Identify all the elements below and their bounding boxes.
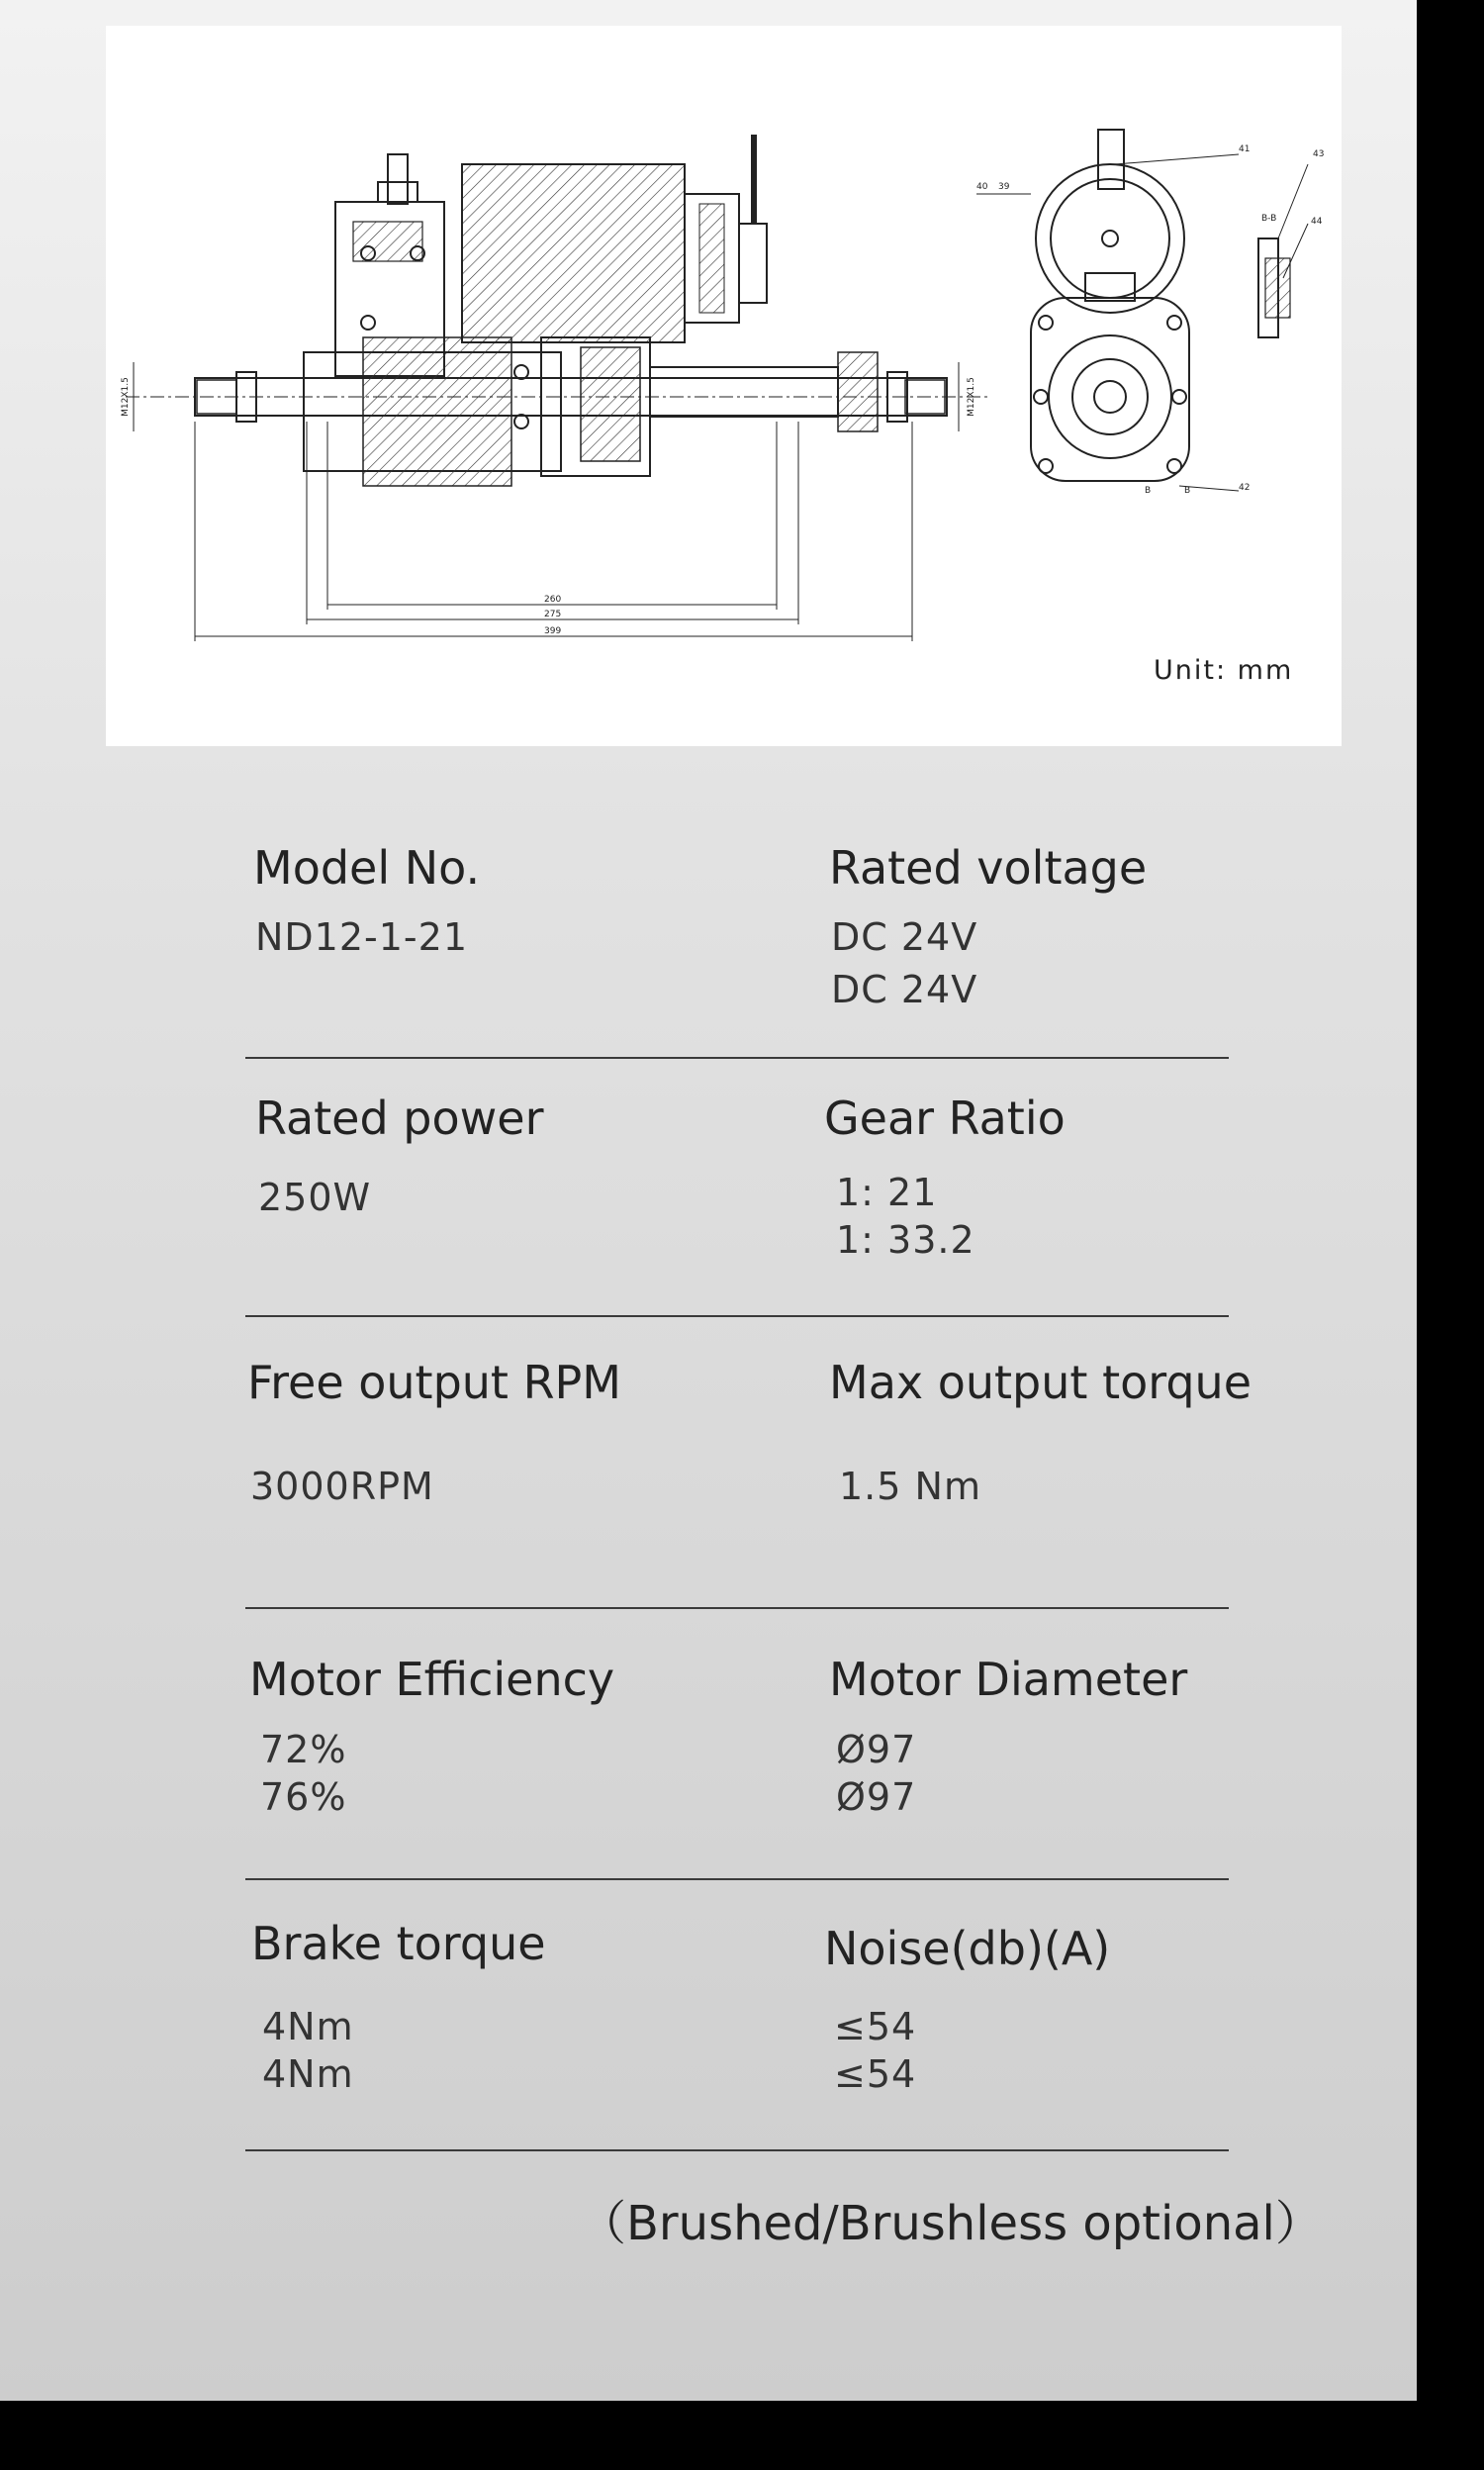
unit-label: Unit: mm (1154, 655, 1294, 686)
divider (245, 1878, 1229, 1880)
divider (245, 1607, 1229, 1609)
drawing-svg (106, 26, 1342, 746)
diameter-label: Motor Diameter (829, 1653, 1188, 1706)
voltage-label: Rated voltage (829, 841, 1148, 895)
voltage-value: DC 24V (831, 968, 978, 1011)
end-view (976, 130, 1308, 491)
torque-label: Max output torque (829, 1356, 1252, 1409)
diameter-value: Ø97 (836, 1775, 917, 1819)
rpm-label: Free output RPM (247, 1356, 621, 1409)
footer-note: （Brushed/Brushless optional） (579, 2196, 1323, 2251)
brake-label: Brake torque (251, 1917, 546, 1970)
model-value: ND12-1-21 (255, 915, 468, 959)
callout-label: B-B (1261, 214, 1277, 224)
gear-ratio-value: 1: 33.2 (836, 1218, 975, 1262)
technical-drawing (106, 26, 1342, 746)
brake-value: 4Nm (262, 2005, 354, 2048)
gear-ratio-label: Gear Ratio (824, 1092, 1066, 1145)
noise-label: Noise(db)(A) (824, 1922, 1111, 1975)
thread-label: M12X1.5 (966, 377, 976, 417)
callout-label: B (1145, 486, 1152, 496)
callout-label: B (1184, 486, 1191, 496)
callout-label: 41 (1239, 144, 1251, 154)
efficiency-label: Motor Efficiency (249, 1653, 615, 1706)
dimension-label: 260 (544, 595, 562, 605)
divider (245, 2149, 1229, 2151)
callout-label: 44 (1311, 217, 1323, 227)
dimension-label: 399 (544, 626, 562, 636)
efficiency-value: 76% (260, 1775, 347, 1819)
callout-label: 39 (998, 182, 1010, 192)
efficiency-value: 72% (260, 1728, 347, 1771)
power-value: 250W (258, 1176, 372, 1219)
callout-label: 43 (1313, 149, 1325, 159)
voltage-value: DC 24V (831, 915, 978, 959)
noise-value: ≤54 (834, 2052, 917, 2096)
gear-ratio-value: 1: 21 (836, 1171, 938, 1214)
noise-value: ≤54 (834, 2005, 917, 2048)
power-label: Rated power (255, 1092, 544, 1145)
callout-label: 40 (976, 182, 988, 192)
brake-value: 4Nm (262, 2052, 354, 2096)
divider (245, 1057, 1229, 1059)
model-label: Model No. (253, 841, 481, 895)
rpm-value: 3000RPM (250, 1465, 434, 1508)
thread-label: M12X1.5 (120, 377, 131, 417)
diameter-value: Ø97 (836, 1728, 917, 1771)
side-view (126, 135, 991, 641)
dimension-label: 275 (544, 610, 562, 619)
callout-label: 42 (1239, 483, 1251, 493)
torque-value: 1.5 Nm (839, 1465, 981, 1508)
divider (245, 1315, 1229, 1317)
